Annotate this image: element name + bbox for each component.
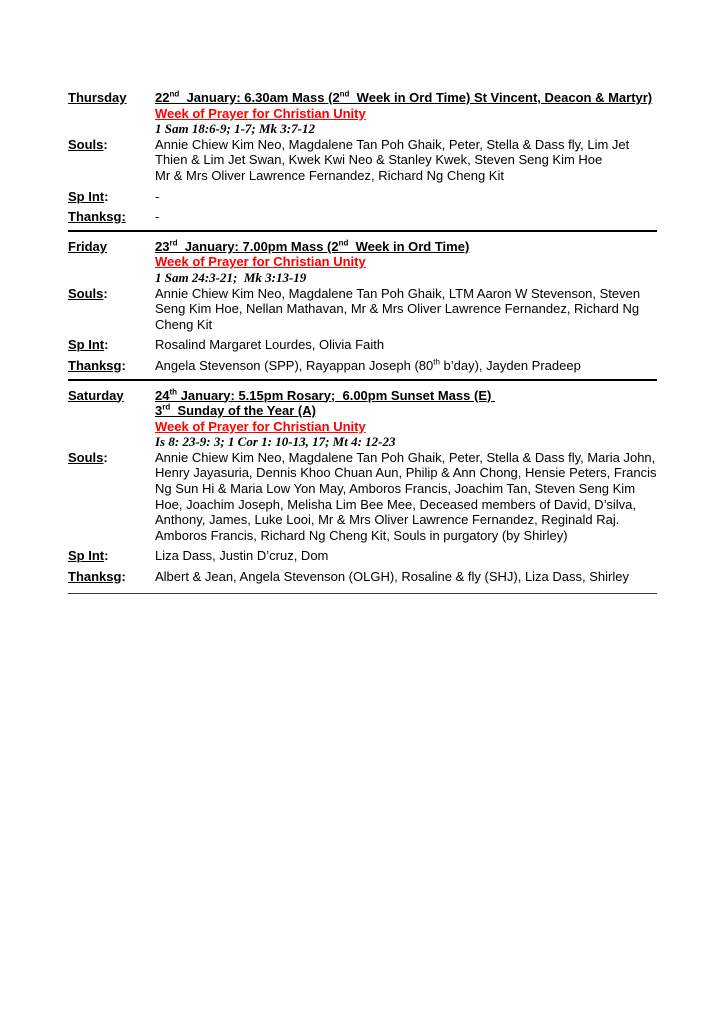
section-thursday	[68, 90, 657, 225]
thanksg-names: Angela Stevenson (SPP), Rayappan Joseph (80th b’day), Jayden Pradeep	[155, 357, 581, 373]
souls-label: Souls:	[68, 449, 108, 465]
souls-row	[68, 286, 657, 333]
sp-int-label: Sp Int:	[68, 188, 109, 204]
mass-title-line-1: 24th January: 5.15pm Rosary; 6.00pm Sunset Mass (E)	[155, 387, 495, 403]
sp-int-label: Sp Int:	[68, 548, 109, 564]
souls-label: Souls:	[68, 285, 108, 301]
special-intentions-row	[68, 337, 657, 353]
schedule-content	[68, 90, 657, 594]
sp-int-names: -	[155, 188, 160, 204]
section-friday	[68, 239, 657, 374]
sp-int-names: Rosalind Margaret Lourdes, Olivia Faith	[155, 337, 385, 353]
sp-int-names: Liza Dass, Justin D’cruz, Dom	[155, 548, 329, 564]
scripture-readings: Is 8: 23-9: 3; 1 Cor 1: 10-13, 17; Mt 4: 12-23	[155, 434, 396, 450]
thanksgiving-row	[68, 209, 657, 225]
special-intentions-row	[68, 189, 657, 205]
thanksgiving-row	[68, 569, 657, 585]
day-label-thursday: Thursday	[68, 90, 127, 105]
souls-names: Annie Chiew Kim Neo, Magdalene Tan Poh Ghaik, Peter, Stella & Dass fly, Lim Jet Thien & Lim Jet Swan, Kwek Kwi Neo & Stanley Kwek, Steven Seng Kim Hoe Mr & Mrs Oliver Lawrence Fernandez, Richard Ng Cheng Kit	[155, 136, 630, 183]
section-divider	[68, 379, 657, 381]
mass-title: 23rd January: 7.00pm Mass (2nd Week in Ord Time)	[155, 238, 470, 254]
mass-title-line-2: 3rd Sunday of the Year (A)	[155, 402, 316, 419]
thanksg-names: Albert & Jean, Angela Stevenson (OLGH), Rosaline & fly (SHJ), Liza Dass, Shirley	[155, 569, 629, 585]
souls-row	[68, 450, 657, 544]
scripture-readings: 1 Sam 18:6-9; 1-7; Mk 3:7-12	[155, 121, 315, 137]
souls-names: Annie Chiew Kim Neo, Magdalene Tan Poh Ghaik, Peter, Stella & Dass fly, Maria John, Henry Jayasuria, Dennis Khoo Chuan Aun, Philip & Ann Chong, Hensie Peters, Francis Ng Sun Hi & Maria Low Yon May, Amboros Francis, Joachim Tan, Steven Seng Kim Hoe, Joachim Joseph, Melisha Lim Bee Mee, Deceased members of David, D’silva, Anthony, James, Luke Looi, Mr & Mrs Oliver Lawrence Fernandez, Reginald Raj. Amboros Francis, Richard Ng Cheng Kit, Souls in purgatory (by Shirley)	[155, 449, 657, 543]
thanksg-label: Thanksg:	[68, 357, 126, 373]
thanksg-label: Thanksg:	[68, 569, 126, 585]
scripture-readings: 1 Sam 24:3-21; Mk 3:13-19	[155, 269, 307, 285]
week-of-prayer-notice: Week of Prayer for Christian Unity	[155, 418, 366, 434]
section-saturday	[68, 388, 657, 585]
souls-names: Annie Chiew Kim Neo, Magdalene Tan Poh Ghaik, LTM Aaron W Stevenson, Steven Seng Kim Hoe, Nellan Mathavan, Mr & Mrs Oliver Lawrence Fernandez, Richard Ng Cheng Kit	[155, 285, 641, 332]
week-of-prayer-notice: Week of Prayer for Christian Unity	[155, 105, 366, 121]
section-divider	[68, 230, 657, 232]
souls-label: Souls:	[68, 136, 108, 152]
day-label-saturday: Saturday	[68, 387, 124, 403]
thanksg-label: Thanksg:	[68, 209, 126, 225]
bottom-rule	[68, 593, 657, 594]
souls-row	[68, 137, 657, 184]
week-of-prayer-notice: Week of Prayer for Christian Unity	[155, 254, 366, 270]
thanksg-names: -	[155, 209, 160, 225]
day-label-friday: Friday	[68, 238, 108, 254]
mass-title: 22nd January: 6.30am Mass (2nd Week in Ord Time) St Vincent, Deacon & Martyr)	[155, 89, 653, 105]
special-intentions-row	[68, 548, 657, 564]
sp-int-label: Sp Int:	[68, 337, 109, 353]
thanksgiving-row	[68, 358, 657, 374]
